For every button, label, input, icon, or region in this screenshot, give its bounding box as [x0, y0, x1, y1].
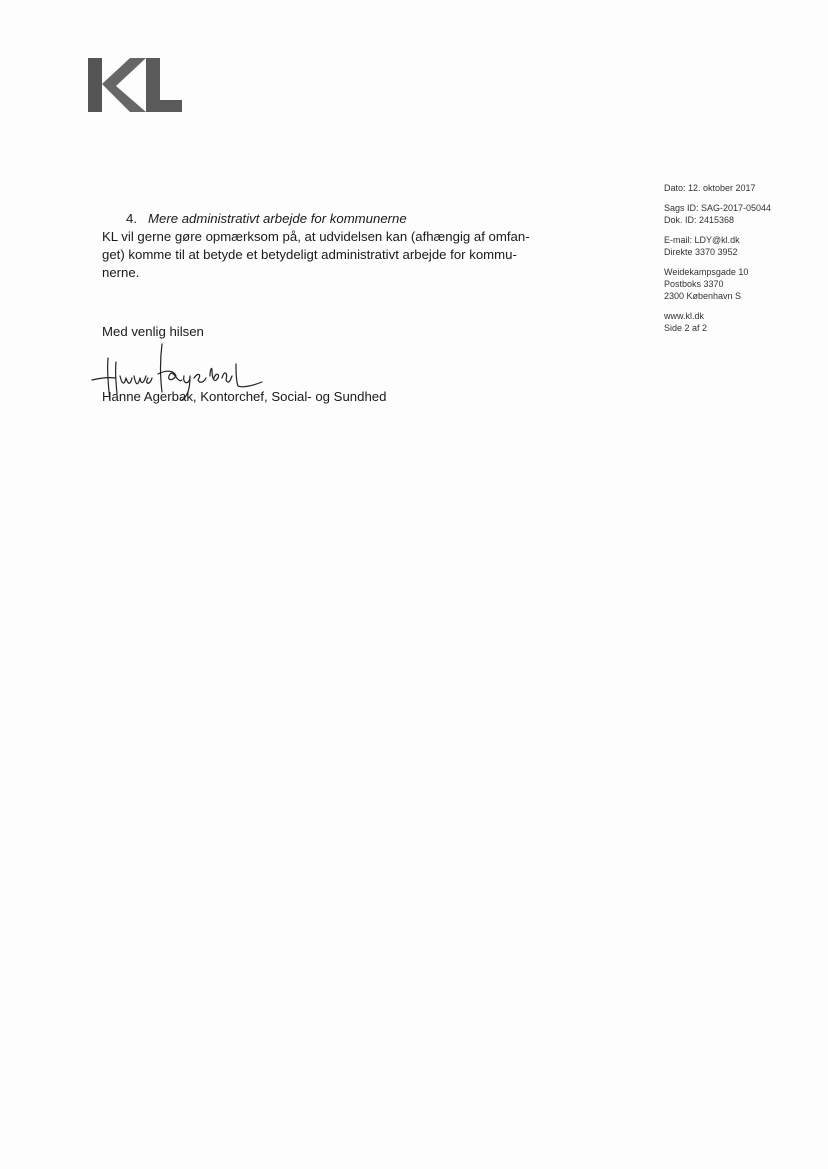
letter-body	[102, 210, 562, 282]
address-line-2: Postboks 3370	[664, 279, 724, 289]
ids-block	[664, 202, 814, 226]
website-line: www.kl.dk	[664, 311, 705, 321]
kl-logo	[86, 56, 184, 116]
address-block	[664, 266, 814, 302]
body-paragraph	[102, 228, 562, 282]
phone-line: Direkte 3370 3952	[664, 247, 738, 257]
contact-block	[664, 234, 814, 258]
body-line-3: nerne.	[102, 265, 140, 280]
page-number-line: Side 2 af 2	[664, 323, 708, 333]
dok-id-line: Dok. ID: 2415368	[664, 215, 735, 225]
web-block	[664, 310, 814, 334]
date-line: Dato: 12. oktober 2017	[664, 183, 756, 193]
section-title: Mere administrativt arbejde for kommunerne	[148, 211, 407, 226]
address-line-3: 2300 København S	[664, 291, 742, 301]
body-line-2: get) komme til at betyde et betydeligt administrativt arbejde for kommu-	[102, 247, 517, 262]
email-line: E-mail: LDY@kl.dk	[664, 235, 740, 245]
signer-name: Hanne Agerbak, Kontorchef, Social- og Sundhed	[102, 389, 387, 404]
kl-logo-graphic	[86, 56, 184, 116]
date-block	[664, 182, 814, 194]
section-number: 4.	[126, 211, 137, 226]
closing-greeting: Med venlig hilsen	[102, 324, 204, 339]
sags-id-line: Sags ID: SAG-2017-05044	[664, 203, 772, 213]
letter-meta-sidebar	[664, 182, 814, 342]
body-line-1: KL vil gerne gøre opmærksom på, at udvidelsen kan (afhængig af omfan-	[102, 229, 530, 244]
address-line-1: Weidekampsgade 10	[664, 267, 749, 277]
section-heading	[102, 210, 562, 228]
